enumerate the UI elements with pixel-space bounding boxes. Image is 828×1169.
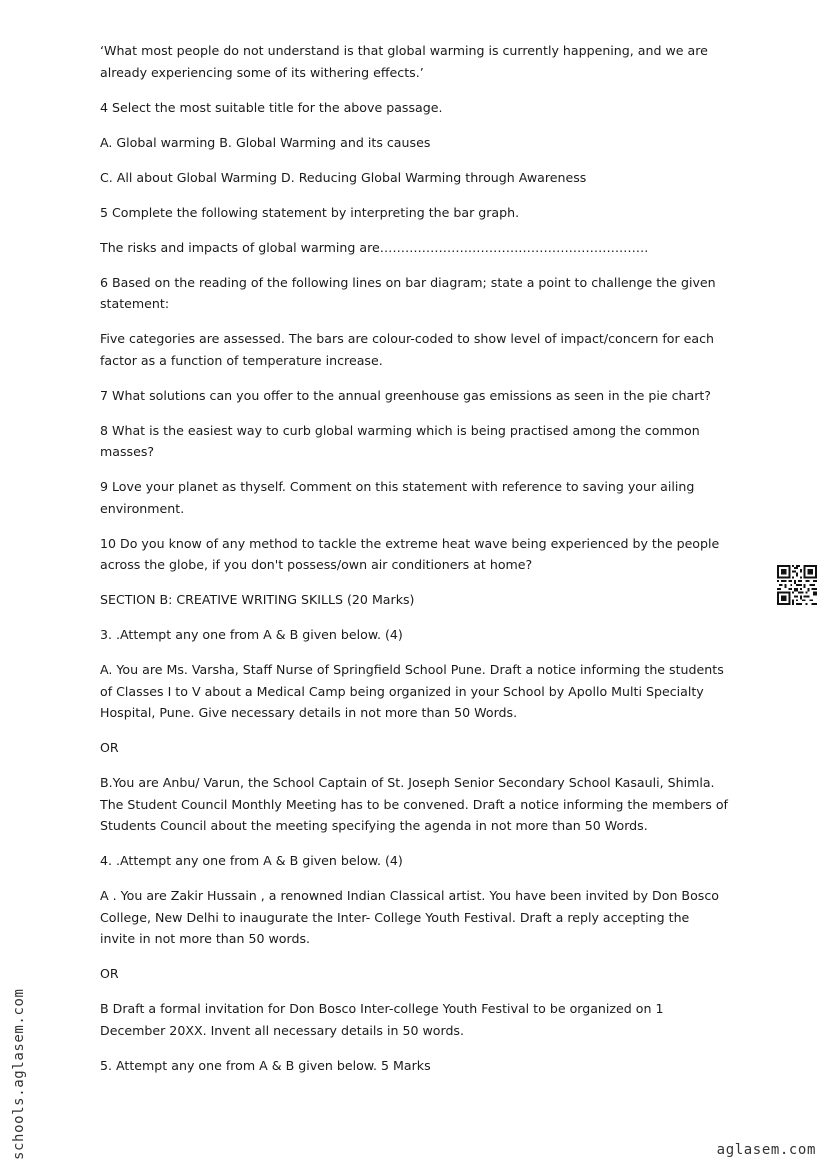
question-7: 7 What solutions can you offer to the annual greenhouse gas emissions as seen in the pie chart?: [100, 387, 711, 403]
footer-watermark: aglasem.com: [716, 1142, 816, 1158]
question-4-options-ab: A. Global warming B. Global Warming and its causes: [100, 134, 431, 150]
document-body: [100, 40, 728, 1090]
question-4-options-cd: C. All about Global Warming D. Reducing Global Warming through Awareness: [100, 169, 587, 185]
question-3-instruction: 3. .Attempt any one from A & B given below. (4): [100, 627, 403, 642]
question-4b-option-b: B Draft a formal invitation for Don Bosco Inter-college Youth Festival to be organized on 1 December 20XX. Invent all necessary details in 50 words.: [100, 1001, 664, 1038]
qr-code-icon: [777, 565, 817, 605]
question-4b-instruction: 4. .Attempt any one from A & B given below. (4): [100, 853, 403, 868]
question-6: 6 Based on the reading of the following lines on bar diagram; state a point to challenge the given statement:: [100, 274, 716, 311]
or-separator: OR: [100, 966, 119, 981]
question-5b-instruction: 5. Attempt any one from A & B given below. 5 Marks: [100, 1057, 431, 1073]
question-3-option-b: B.You are Anbu/ Varun, the School Captain of St. Joseph Senior Secondary School Kasauli, Shimla. The Student Council Monthly Meeting has to be convened. Draft a notice informing the members of Students Council about the meeting specifying the agenda in not more than 50 Words.: [100, 775, 728, 833]
passage-quote: ‘What most people do not understand is that global warming is currently happening, and we are already experiencing some of its withering effects.’: [100, 43, 708, 80]
question-5: 5 Complete the following statement by interpreting the bar graph.: [100, 204, 520, 220]
or-separator: OR: [100, 740, 119, 755]
question-5-statement: The risks and impacts of global warming are……………………………………………………….: [100, 239, 649, 255]
question-3-option-a: A. You are Ms. Varsha, Staff Nurse of Springfield School Pune. Draft a notice informing the students of Classes I to V about a Medical Camp being organized in your School by Apollo Multi Specialty Hospital, Pune. Give necessary details in not more than 50 Words.: [100, 662, 724, 720]
question-8: 8 What is the easiest way to curb global warming which is being practised among the common masses?: [100, 422, 700, 459]
question-9: 9 Love your planet as thyself. Comment on this statement with reference to saving your ailing environment.: [100, 479, 695, 516]
question-10: 10 Do you know of any method to tackle the extreme heat wave being experienced by the people across the globe, if you don't possess/own air conditioners at home?: [100, 535, 720, 572]
question-4: 4 Select the most suitable title for the above passage.: [100, 99, 443, 115]
question-6-statement: Five categories are assessed. The bars are colour-coded to show level of impact/concern for each factor as a function of temperature increase.: [100, 331, 715, 368]
side-watermark: schools.aglasem.com: [11, 988, 27, 1160]
question-4b-option-a: A . You are Zakir Hussain , a renowned Indian Classical artist. You have been invited by Don Bosco College, New Delhi to inaugurate the Inter- College Youth Festival. Draft a reply accepting the invite in not more than 50 words.: [100, 888, 719, 946]
section-b-heading: SECTION B: CREATIVE WRITING SKILLS (20 Marks): [100, 592, 415, 607]
